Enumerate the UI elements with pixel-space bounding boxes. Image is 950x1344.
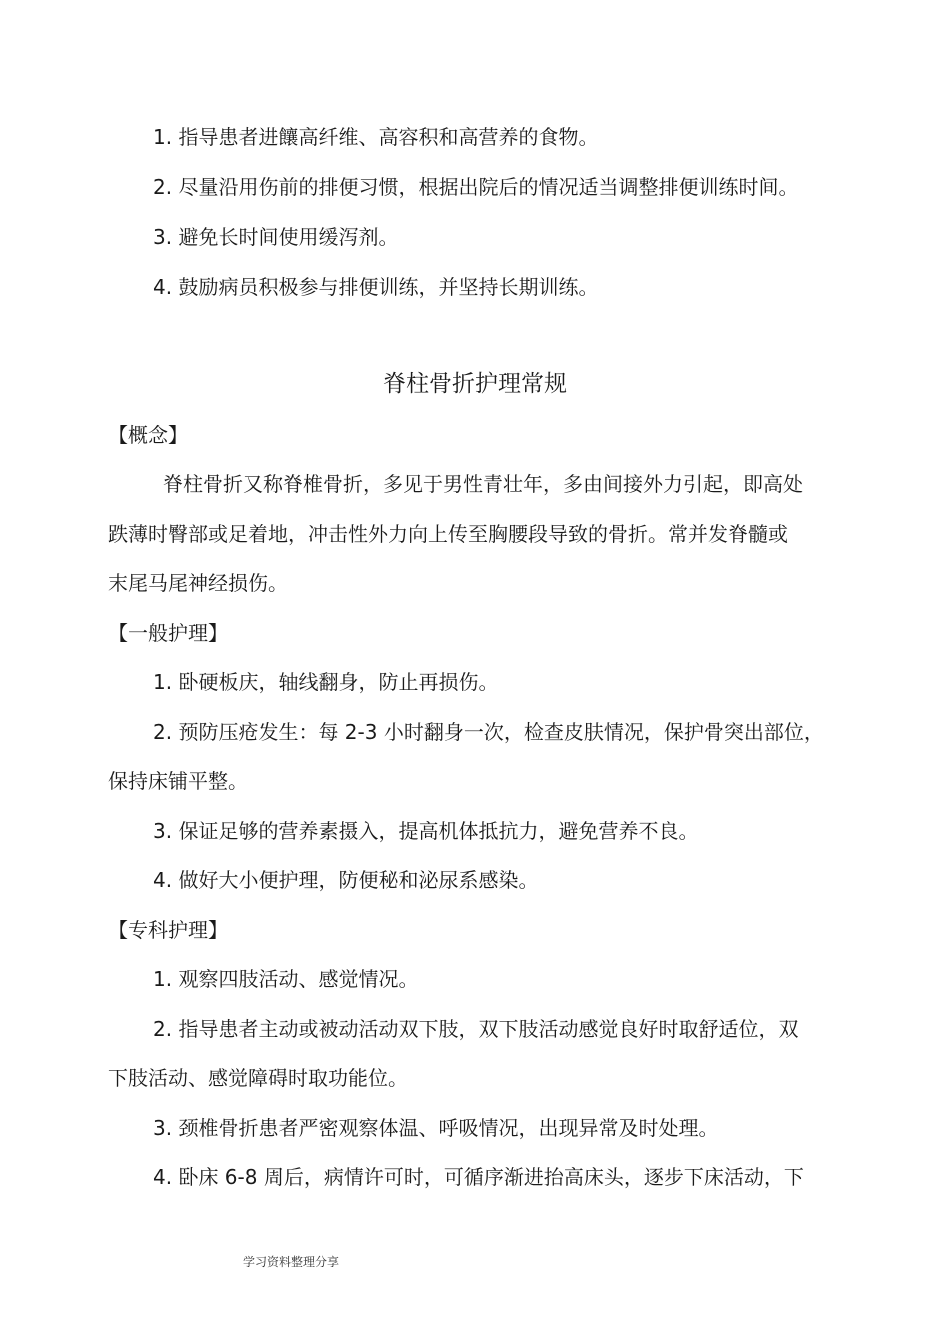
list-item: 2. 指导患者主动或被动活动双下肢，双下肢活动感觉良好时取舒适位，双 <box>153 1017 799 1041</box>
paragraph-line: 脊柱骨折又称脊椎骨折，多见于男性青壮年，多由间接外力引起，即高处 <box>163 472 803 496</box>
section-heading-special-care: 【专科护理】 <box>108 918 228 942</box>
section-heading-concept: 【概念】 <box>108 423 188 447</box>
page-footer: 学习资料整理分享 <box>243 1255 340 1269</box>
list-item: 2. 尽量沿用伤前的排便习惯，根据出院后的情况适当调整排便训练时间。 <box>153 175 799 199</box>
list-item: 4. 鼓励病员积极参与排便训练，并坚持长期训练。 <box>153 275 599 299</box>
list-item: 2. 预防压疮发生：每 2-3 小时翻身一次，检查皮肤情况，保护骨突出部位， <box>153 720 824 744</box>
list-item: 3. 保证足够的营养素摄入，提高机体抵抗力，避免营养不良。 <box>153 819 699 843</box>
list-item: 1. 指导患者进饟高纤维、高容积和高营养的食物。 <box>153 125 599 149</box>
list-item: 3. 避免长时间使用缓泻剂。 <box>153 225 399 249</box>
list-item: 4. 做好大小便护理，防便秘和泌尿系感染。 <box>153 868 539 892</box>
page-title: 脊柱骨折护理常规 <box>383 371 567 397</box>
list-item: 4. 卧床 6-8 周后，病情许可时，可循序渐进抬高床头，逐步下床活动，下 <box>153 1165 804 1189</box>
list-item: 1. 卧硬板庆，轴线翻身，防止再损伤。 <box>153 670 499 694</box>
list-item: 3. 颈椎骨折患者严密观察体温、呼吸情况，出现异常及时处理。 <box>153 1116 719 1140</box>
paragraph-line: 末尾马尾神经损伤。 <box>108 571 288 595</box>
list-item: 1. 观察四肢活动、感觉情况。 <box>153 967 419 991</box>
paragraph-line: 跌薄时臀部或足着地，冲击性外力向上传至胸腰段导致的骨折。常并发脊髓或 <box>108 522 788 546</box>
list-item-continuation: 下肢活动、感觉障碍时取功能位。 <box>108 1066 408 1090</box>
list-item-continuation: 保持床铺平整。 <box>108 769 248 793</box>
section-heading-general-care: 【一般护理】 <box>108 621 228 645</box>
